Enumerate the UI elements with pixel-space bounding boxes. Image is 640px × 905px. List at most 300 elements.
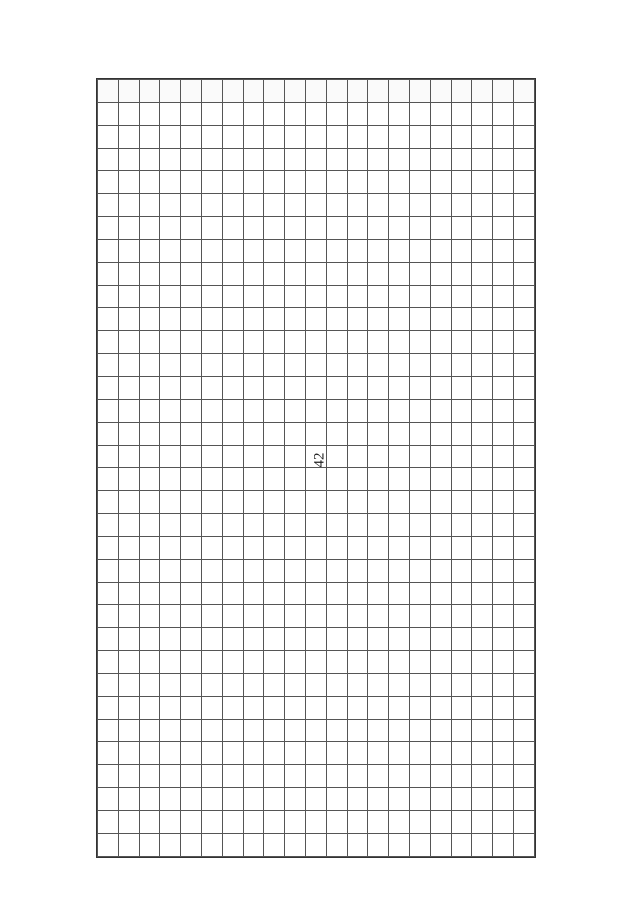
table-cell [243,673,264,696]
table-cell [243,171,264,194]
table-cell [430,514,451,537]
table-cell [513,719,534,742]
table-cell [368,559,389,582]
table-cell [181,491,202,514]
table-cell [326,628,347,651]
table-cell [201,422,222,445]
table-cell [451,468,472,491]
table-cell [409,605,430,628]
table-cell [347,194,368,217]
table-cell [513,491,534,514]
table-cell [472,331,493,354]
table-cell [243,148,264,171]
table-cell [201,491,222,514]
table-cell [160,376,181,399]
table-cell [201,719,222,742]
table-cell [201,811,222,834]
table-cell [139,239,160,262]
table-cell [472,239,493,262]
table-cell [493,148,514,171]
table-cell [368,833,389,856]
table-cell [243,559,264,582]
table-header-cell [305,80,326,103]
table-cell [451,605,472,628]
table-cell [451,125,472,148]
table-cell [513,811,534,834]
table-cell [243,399,264,422]
table-cell [201,194,222,217]
table-cell [451,833,472,856]
table-cell [222,651,243,674]
table-cell [430,445,451,468]
table-cell [222,491,243,514]
table-cell [118,331,139,354]
table-cell [430,331,451,354]
table-cell [493,628,514,651]
table-cell [285,171,306,194]
table-cell [201,331,222,354]
table-cell [305,651,326,674]
table-cell [181,125,202,148]
table-cell [368,765,389,788]
table-cell [139,445,160,468]
table-cell [222,148,243,171]
table-cell [118,696,139,719]
table-cell [513,354,534,377]
table-cell [264,673,285,696]
table-cell [98,719,119,742]
table-cell [264,719,285,742]
table-row [98,491,535,514]
table-cell [368,262,389,285]
table-cell [472,171,493,194]
table-cell [98,376,119,399]
table-cell [430,125,451,148]
table-cell [472,514,493,537]
table-cell [222,376,243,399]
table-row [98,422,535,445]
table-cell [201,376,222,399]
table-cell [409,651,430,674]
table-cell [243,582,264,605]
table-cell [326,833,347,856]
table-cell [451,742,472,765]
table-cell [160,354,181,377]
table-cell [347,262,368,285]
table-cell [181,811,202,834]
table-cell [222,262,243,285]
table-cell [160,514,181,537]
table-cell [389,651,410,674]
table-cell [264,742,285,765]
table-cell [326,354,347,377]
table-cell [139,628,160,651]
table-cell [409,422,430,445]
table-cell [430,217,451,240]
table-cell [243,719,264,742]
table-cell [513,399,534,422]
table-cell [326,742,347,765]
table-cell [430,239,451,262]
table-row [98,536,535,559]
table-cell [493,491,514,514]
table-cell [139,742,160,765]
table-cell [201,217,222,240]
table-cell [430,399,451,422]
table-cell [201,628,222,651]
table-cell [222,628,243,651]
table-cell [368,194,389,217]
table-cell [472,125,493,148]
table-cell [347,514,368,537]
table-cell [493,514,514,537]
table-row [98,171,535,194]
table-cell [326,308,347,331]
table-cell [430,605,451,628]
table-cell [305,605,326,628]
table-cell [181,376,202,399]
table-cell [264,833,285,856]
table-cell [347,376,368,399]
table-cell [513,445,534,468]
table-cell [139,468,160,491]
table-cell [472,765,493,788]
table-cell [347,102,368,125]
table-cell [347,651,368,674]
table-cell [368,491,389,514]
table-cell [430,422,451,445]
table-cell [181,673,202,696]
table-cell [326,148,347,171]
table-cell [493,468,514,491]
table-cell [118,125,139,148]
table-cell [347,673,368,696]
table-cell [139,651,160,674]
table-cell [181,171,202,194]
table-cell [264,788,285,811]
table-cell [201,765,222,788]
table-cell [389,285,410,308]
table-cell [160,833,181,856]
table-cell [139,262,160,285]
table-cell [222,239,243,262]
table-cell [160,605,181,628]
table-cell [451,514,472,537]
table-header-cell [368,80,389,103]
table-cell [513,102,534,125]
table-cell [368,651,389,674]
table-cell [118,491,139,514]
table-cell [222,514,243,537]
table-cell [139,696,160,719]
table-cell [472,559,493,582]
table-cell [285,742,306,765]
table-cell [243,125,264,148]
table-cell [513,742,534,765]
table-cell [118,468,139,491]
table-cell [472,628,493,651]
table-cell [243,514,264,537]
table-cell [347,125,368,148]
table-cell [222,742,243,765]
table-cell [305,582,326,605]
table-row [98,833,535,856]
table-cell [160,125,181,148]
table-cell [347,217,368,240]
table-cell [118,742,139,765]
table-cell [389,331,410,354]
table-cell [347,605,368,628]
table-cell [201,582,222,605]
table-cell [305,514,326,537]
table-cell [181,354,202,377]
table-cell [264,651,285,674]
table-cell [451,262,472,285]
table-cell [451,811,472,834]
table-cell [326,422,347,445]
table-cell [98,285,119,308]
table-cell [160,582,181,605]
table-cell [326,788,347,811]
table-cell [139,285,160,308]
table-cell [451,491,472,514]
table-cell [181,628,202,651]
table-cell [139,536,160,559]
table-cell [222,354,243,377]
table-cell [513,536,534,559]
table-cell [389,399,410,422]
table-cell [98,308,119,331]
table-cell [201,102,222,125]
table-cell [118,399,139,422]
table-cell [513,514,534,537]
table-cell [222,125,243,148]
table-cell [139,833,160,856]
table-cell [430,719,451,742]
table-cell [285,308,306,331]
table-cell [201,125,222,148]
table-cell [451,148,472,171]
table-cell [243,217,264,240]
table-cell [409,445,430,468]
table-cell [472,673,493,696]
table-cell [513,559,534,582]
table-cell [389,491,410,514]
table-cell [305,171,326,194]
table-cell [326,605,347,628]
table-cell [430,651,451,674]
table-cell [409,673,430,696]
table-cell [201,354,222,377]
table-cell [139,491,160,514]
table-cell [389,194,410,217]
table-cell [430,354,451,377]
table-cell [285,354,306,377]
table-cell [98,833,119,856]
table-cell [201,559,222,582]
table-cell [513,628,534,651]
table-row [98,194,535,217]
table-cell [243,628,264,651]
table-cell [513,651,534,674]
table-cell [181,651,202,674]
table-cell [326,399,347,422]
table-cell [513,605,534,628]
table-cell [160,628,181,651]
table-cell [409,262,430,285]
table-cell [326,194,347,217]
table-cell [201,399,222,422]
table-cell [347,399,368,422]
table-cell [451,559,472,582]
table-cell [201,308,222,331]
table-cell [160,673,181,696]
table-cell [98,239,119,262]
table-cell [430,833,451,856]
table-header-cell [513,80,534,103]
table-cell [347,833,368,856]
table-cell [493,445,514,468]
table-cell [451,217,472,240]
table-cell [326,331,347,354]
table-cell [513,217,534,240]
table-cell [493,833,514,856]
table-cell [493,171,514,194]
table-cell [118,354,139,377]
table-cell [305,308,326,331]
table-cell [389,468,410,491]
table-cell [451,651,472,674]
table-cell [451,399,472,422]
table-cell [222,765,243,788]
table-cell [201,742,222,765]
table-cell [222,468,243,491]
table-cell [118,833,139,856]
table-cell [409,719,430,742]
table-cell [139,148,160,171]
table-cell [493,354,514,377]
table-cell [389,171,410,194]
table-cell [222,536,243,559]
table-cell [118,376,139,399]
table-cell [389,445,410,468]
table-cell [305,673,326,696]
table-cell [326,445,347,468]
table-cell [409,788,430,811]
table-cell [98,811,119,834]
table-cell [347,582,368,605]
table-cell [139,765,160,788]
table-cell [493,262,514,285]
table-cell [430,468,451,491]
table-cell [472,194,493,217]
table-cell [118,217,139,240]
table-cell [513,285,534,308]
table-cell [243,811,264,834]
table-cell [368,445,389,468]
table-cell [368,605,389,628]
table-cell [326,673,347,696]
table-cell [285,491,306,514]
table-cell [160,719,181,742]
table-cell [472,354,493,377]
table-cell [326,125,347,148]
table-cell [493,376,514,399]
table-cell [493,696,514,719]
table-cell [493,239,514,262]
table-row [98,788,535,811]
table-cell [118,719,139,742]
table-cell [513,673,534,696]
table-cell [493,559,514,582]
table-cell [285,376,306,399]
table-cell [326,719,347,742]
table-cell [264,399,285,422]
table-cell [368,742,389,765]
table-cell [201,262,222,285]
table-cell [264,536,285,559]
table-cell [409,125,430,148]
table-cell [243,765,264,788]
table-cell [264,605,285,628]
table-cell [201,651,222,674]
table-cell [285,605,306,628]
table-cell [181,285,202,308]
table-cell [472,742,493,765]
table-cell [139,811,160,834]
table-cell [472,468,493,491]
table-cell [305,833,326,856]
table-cell [347,491,368,514]
table-cell [409,331,430,354]
table-cell [430,102,451,125]
table-cell [98,673,119,696]
table-cell [430,262,451,285]
table-cell [243,262,264,285]
table-cell [409,491,430,514]
table-cell [98,605,119,628]
table-cell [139,514,160,537]
table-cell [472,308,493,331]
table-cell [409,148,430,171]
table-cell [285,582,306,605]
table-cell [118,285,139,308]
table-cell [389,148,410,171]
table-cell [98,742,119,765]
table-cell [160,262,181,285]
table-cell [305,559,326,582]
table-cell [347,239,368,262]
table-cell [201,468,222,491]
table-cell [305,765,326,788]
table-cell [493,102,514,125]
table-cell [389,559,410,582]
table-cell [98,468,119,491]
table-cell [368,719,389,742]
table-cell [493,673,514,696]
table-cell [493,422,514,445]
table-cell [347,445,368,468]
table-cell [305,376,326,399]
table-cell [409,742,430,765]
table-cell [513,833,534,856]
table-cell [160,445,181,468]
table-cell [139,171,160,194]
table-cell [98,514,119,537]
table-cell [181,514,202,537]
table-cell [493,605,514,628]
table-cell [451,285,472,308]
